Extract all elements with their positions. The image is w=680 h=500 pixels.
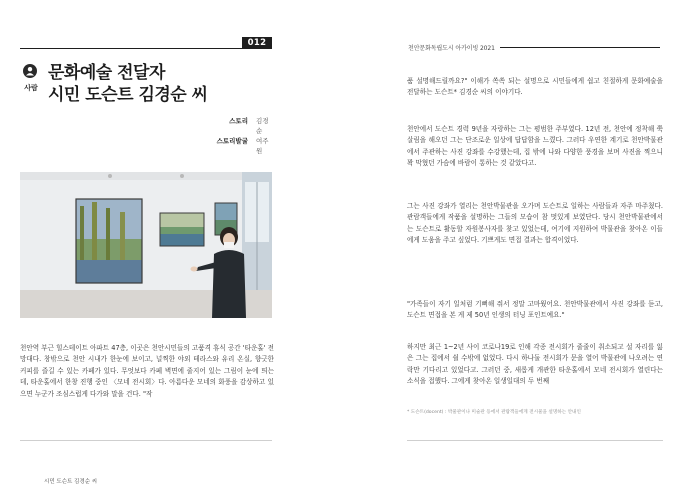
- credit-key: 스토리: [229, 117, 248, 125]
- body-text-left: 천안역 부근 힐스테이트 아파트 47층, 이곳은 천안시민들의 고품격 휴식 공간 '타운홀' 전망대다. 창밖으로 천안 시내가 한눈에 보이고, 널찍한 야외 테라스와 유리 온실, 향긋한 커피를 즐길 수 있는 카페가 있다. 무엇보다 카페 벽면에 줄지어 있는 그림이 눈에 띄는데, 타운홀에서 한창 진행 중인 〈모네 전시회〉다. 아름다운 모네의 화풍을 감상하고 있으면 누군가 조심스럽게 다가와 말을 건다. "작: [20, 344, 274, 398]
- page-number: 012: [242, 37, 272, 49]
- paragraph: 하지만 최근 1~2년 사이 코로나19로 인해 각종 전시회가 줄줄이 취소되고 설 자리를 잃은 그는 집에서 쉴 수밖에 없었다. 다시 하나둘 전시회가 문을 열어 박물관에 나오려는 연락만 기다리고 있었다고. 그러던 중, 새롭게 개관한 타운홀에서 모네 전시회가 열린다는 소식을 접했다. 그에게 찾아온 일생일대의 두 번째: [407, 343, 663, 386]
- right-page: [340, 0, 680, 500]
- article-title: [48, 62, 288, 106]
- bottom-rule-right: [407, 440, 663, 441]
- paragraph: 품 설명해드릴까요?" 이해가 쏙쏙 되는 설명으로 시민들에게 쉽고 친절하게 문화예술을 전달하는 도슨트* 김경순 씨의 이야기다.: [407, 77, 663, 97]
- credit-value: 여주원: [256, 137, 269, 155]
- bottom-rule-left: [20, 440, 272, 441]
- credit-value: 김경순: [256, 117, 269, 135]
- credit-discovery: [150, 136, 274, 156]
- top-rule-left: [20, 48, 272, 49]
- quote-paragraph: "가족들이 자기 일처럼 기뻐해 줘서 정말 고마웠어요. 천안박물관에서 사진 강좌를 듣고, 도슨트 면접을 본 게 제 50년 인생의 터닝 포인트예요.": [407, 300, 663, 320]
- photo-caption: 시민 도슨트 김경순 씨: [44, 479, 98, 485]
- running-head: 천안문화독립도시 아카이빙 2021: [408, 45, 495, 52]
- top-rule-right: [500, 47, 660, 48]
- credits: [150, 116, 274, 156]
- title-line-1: 문화예술 전달자: [48, 63, 165, 83]
- credit-key: 스토리발굴: [216, 137, 248, 145]
- title-line-2: 시민 도슨트 김경순 씨: [48, 85, 208, 105]
- paragraph: 그는 사진 강좌가 열리는 천안박물관을 오가며 도슨트로 일하는 사람들과 자주 마주쳤다. 관람객들에게 작품을 설명하는 그들의 모습이 참 멋있게 보였단다. 당시 천안박물관에서는 도슨트로 활동할 자원봉사자를 찾고 있었는데, 여기에 지원하여 박물관을 찾아온 이들에게 도움을 주고 싶었다. 기쁘게도 면접 결과는 합격이었다.: [407, 202, 663, 245]
- person-icon: [23, 64, 37, 78]
- footnote: * 도슨트(docent) : 박물관이나 미술관 등에서 관람객들에게 전시물을 설명하는 안내인: [407, 410, 581, 415]
- credit-story: [150, 116, 274, 136]
- paragraph: 천안에서 도슨트 경력 9년을 자랑하는 그는 평범한 주부였다. 12년 전, 천안에 정착해 쭉 살림을 해오던 그는 단조로운 일상에 답답함을 느꼈다. 그러다 우연한 계기로 천안박물관에서 주관하는 사진 강좌를 수강했는데, 집 밖에 나와 다양한 풍경을 보며 사진을 찍으니 꽉 막혔던 가슴에 바람이 통하는 것 같았다고.: [407, 125, 663, 168]
- category-label: 사람: [24, 84, 38, 92]
